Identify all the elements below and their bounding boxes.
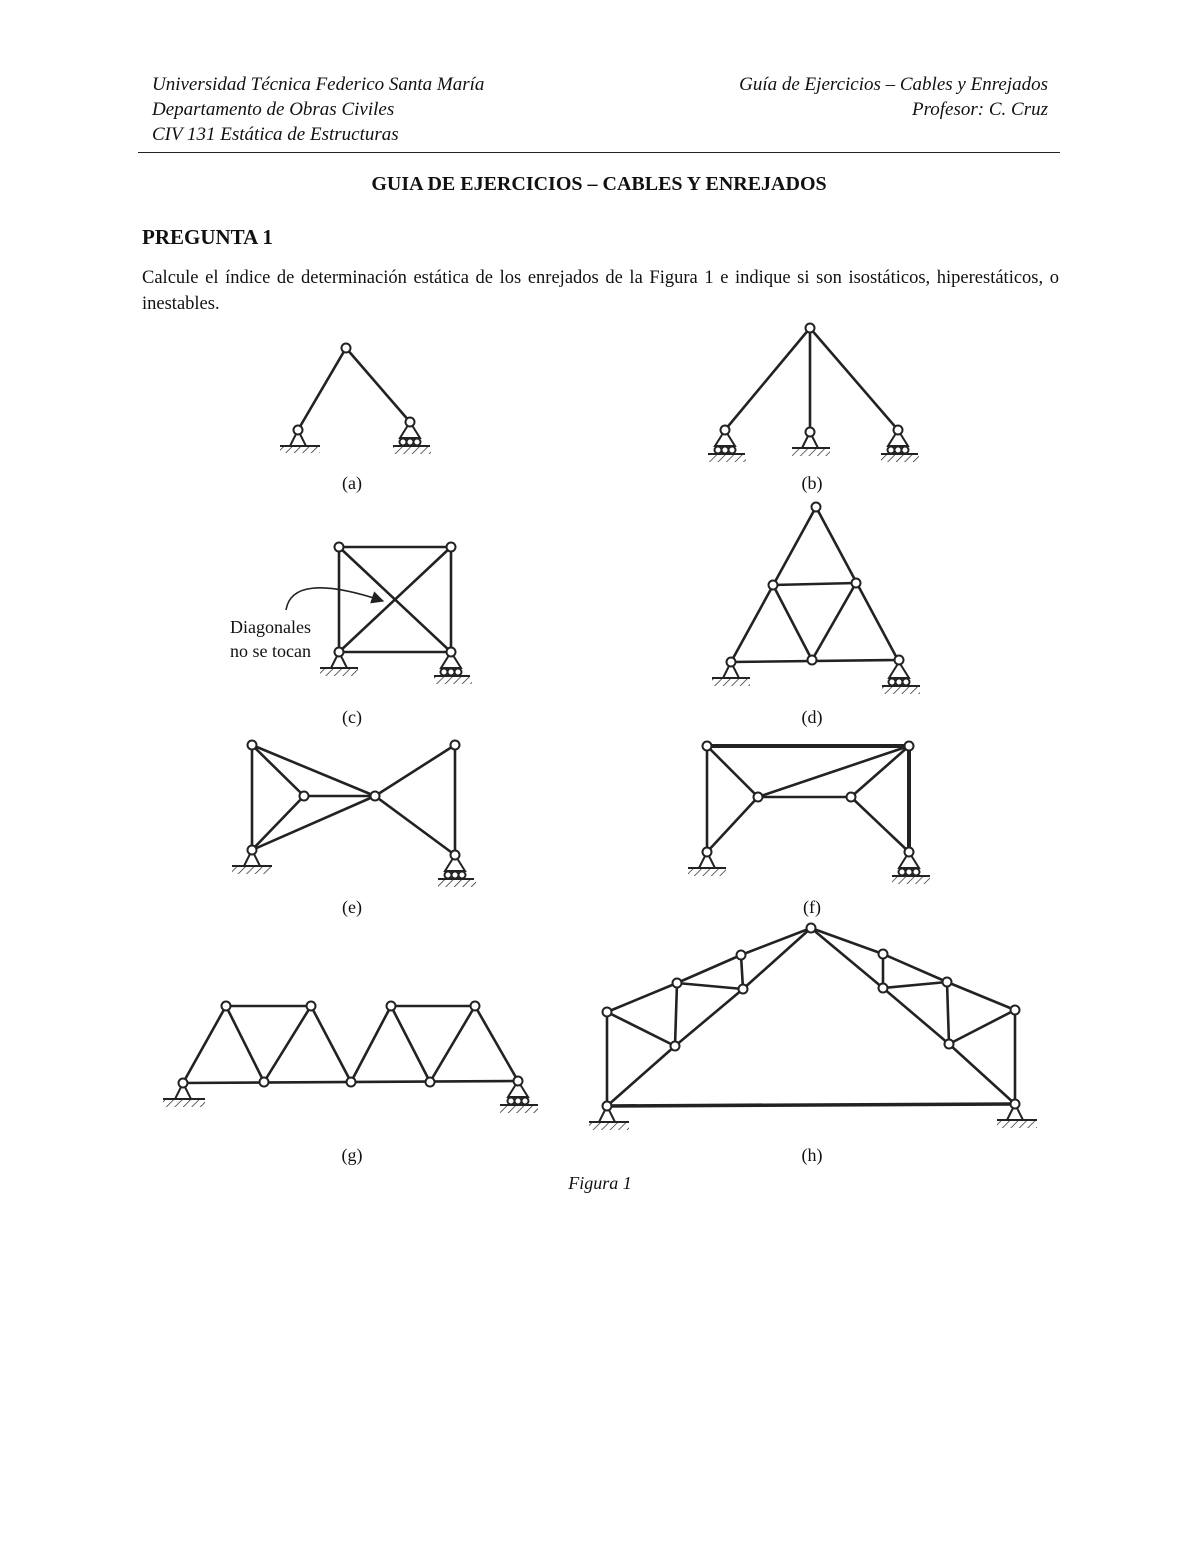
note-line-1: Diagonales <box>230 617 311 637</box>
caption-e: (e) <box>342 897 362 917</box>
header-professor: Profesor: C. Cruz <box>911 99 1048 120</box>
page-title: GUIA DE EJERCICIOS – CABLES Y ENREJADOS <box>371 173 827 195</box>
truss-a <box>298 348 410 430</box>
caption-g: (g) <box>341 1145 363 1165</box>
header-guide-title: Guía de Ejercicios – Cables y Enrejados <box>739 74 1048 95</box>
truss-f <box>707 746 909 852</box>
truss-d <box>731 507 899 662</box>
truss-h <box>607 928 1015 1106</box>
caption-h: (h) <box>801 1145 823 1165</box>
truss-g <box>183 1006 518 1083</box>
caption-b: (b) <box>801 473 823 493</box>
header-department: Departamento de Obras Civiles <box>152 99 395 120</box>
note-arrow <box>286 588 383 610</box>
figure-caption: Figura 1 <box>568 1173 632 1193</box>
header-university: Universidad Técnica Federico Santa María <box>152 74 485 95</box>
question-title: PREGUNTA 1 <box>142 225 273 249</box>
truss-b <box>725 328 898 432</box>
caption-c: (c) <box>342 707 362 727</box>
caption-a: (a) <box>342 473 362 493</box>
truss-c <box>339 547 451 652</box>
header-course: CIV 131 Estática de Estructuras <box>152 124 399 145</box>
supports <box>163 422 1037 1130</box>
note-line-2: no se tocan <box>230 641 311 661</box>
question-text: Calcule el índice de determinación estática de los enrejados de la Figura 1 e indique si son isostáticos, hiperestáticos, o inestables. <box>142 268 1059 314</box>
diagonals-note <box>230 615 311 663</box>
caption-f: (f) <box>803 897 821 917</box>
caption-d: (d) <box>801 707 823 727</box>
truss-e <box>252 745 455 855</box>
